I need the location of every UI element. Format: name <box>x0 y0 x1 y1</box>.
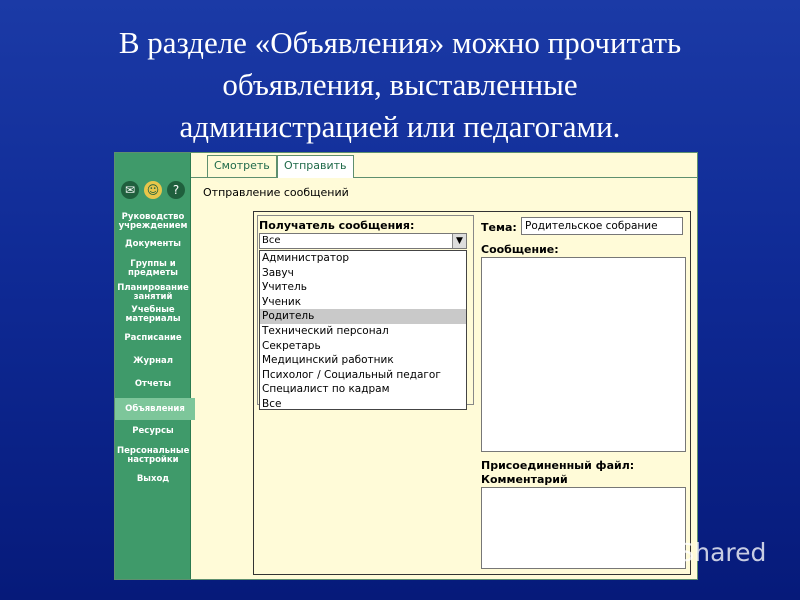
dropdown-option[interactable]: Секретарь <box>262 339 321 352</box>
dropdown-option-highlighted[interactable]: Родитель <box>260 309 466 324</box>
sidebar-item-announcements[interactable]: Объявления <box>115 398 195 420</box>
chevron-down-icon[interactable]: ▼ <box>452 234 466 248</box>
dropdown-option[interactable]: Ученик <box>262 295 302 308</box>
dropdown-option[interactable]: Все <box>262 397 282 410</box>
sidebar-item-schedule[interactable]: Расписание <box>124 333 182 343</box>
sidebar-item-reports[interactable]: Отчеты <box>134 379 172 389</box>
mail-icon[interactable]: ✉ <box>121 181 139 199</box>
presentation-icon <box>608 539 638 567</box>
recipient-select[interactable] <box>259 233 467 249</box>
sidebar-item-materials[interactable]: Учебные материалы <box>125 305 181 324</box>
sidebar-item-planning[interactable]: Планирование занятий <box>117 283 189 302</box>
help-icon[interactable]: ? <box>167 181 185 199</box>
dropdown-option[interactable]: Завуч <box>262 266 294 279</box>
recipient-label: Получатель сообщения: <box>259 219 415 232</box>
sidebar-item-documents[interactable]: Документы <box>125 239 181 249</box>
recipient-dropdown-list[interactable] <box>259 250 467 410</box>
sidebar-item-groups[interactable]: Группы и предметы <box>128 259 178 278</box>
sidebar <box>115 153 191 579</box>
dropdown-option[interactable]: Администратор <box>262 252 350 264</box>
sidebar-item-exit[interactable]: Выход <box>136 474 170 484</box>
sidebar-icon-row <box>119 181 187 203</box>
tabs-underline <box>191 177 698 178</box>
tab-send[interactable]: Отправить <box>277 155 354 178</box>
recipient-select-value: Все <box>262 235 281 246</box>
sidebar-item-journal[interactable]: Журнал <box>133 356 173 366</box>
sidebar-item-settings[interactable]: Персональные настройки <box>117 446 190 465</box>
sidebar-item-management[interactable]: Руководство учреждением <box>118 212 188 231</box>
app-window <box>114 152 698 580</box>
dropdown-option[interactable]: Специалист по кадрам <box>262 383 390 396</box>
comment-label: Комментарий <box>481 473 568 486</box>
title-line-2: объявления, выставленные <box>222 67 578 102</box>
slide-title <box>0 22 800 148</box>
subject-input[interactable]: Родительское собрание <box>521 217 683 235</box>
title-line-1: В разделе «Объявления» можно прочитать <box>118 25 682 60</box>
users-icon[interactable]: ☺ <box>144 181 162 199</box>
sidebar-item-resources[interactable]: Ресурсы <box>132 426 174 436</box>
watermark-text: MyShared <box>642 538 767 567</box>
dropdown-option[interactable]: Психолог / Социальный педагог <box>262 368 441 381</box>
form-heading: Отправление сообщений <box>203 186 349 199</box>
message-textarea[interactable] <box>481 257 686 452</box>
tab-view[interactable]: Смотреть <box>207 155 277 177</box>
dropdown-option[interactable]: Технический персонал <box>262 324 389 337</box>
message-label: Сообщение: <box>481 243 559 256</box>
dropdown-option[interactable]: Учитель <box>262 281 307 294</box>
attachment-label: Присоединенный файл: <box>481 459 635 472</box>
title-line-3: администрацией или педагогами. <box>179 109 621 144</box>
subject-label: Тема: <box>481 221 517 234</box>
watermark <box>608 538 766 567</box>
dropdown-option[interactable]: Медицинский работник <box>262 354 394 367</box>
